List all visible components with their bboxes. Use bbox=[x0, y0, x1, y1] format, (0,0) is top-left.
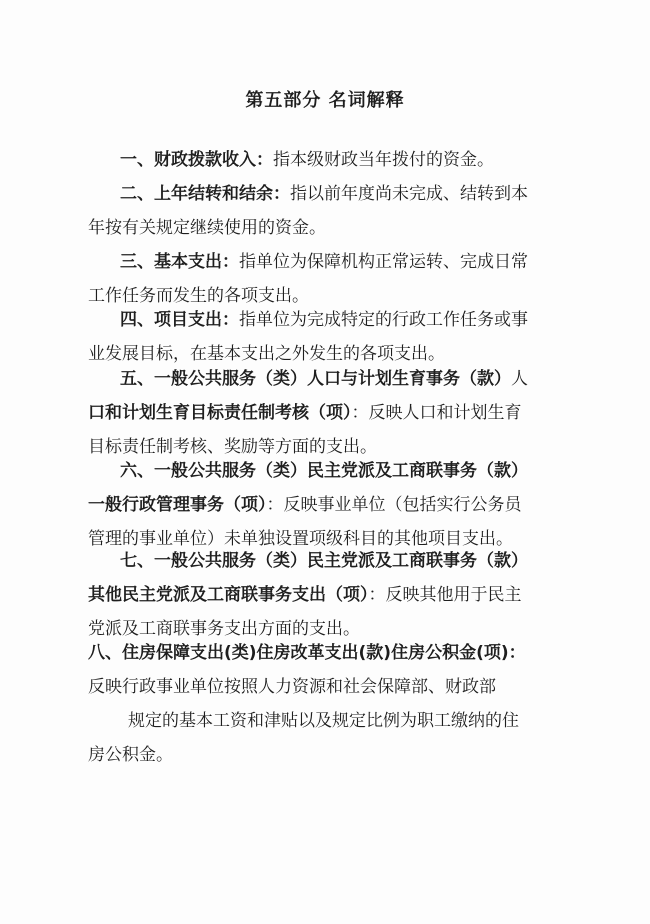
item-3-text-1: 指单位为保障机构正常运转、完成日常 bbox=[239, 252, 528, 272]
item-8-text-3: 房公积金。 bbox=[88, 745, 173, 765]
item-7-text-2: 党派及工商联事务支出方面的支出。 bbox=[88, 619, 360, 639]
item-5-text-1: ：反映人口和计划生育 bbox=[351, 403, 522, 423]
item-2-head: 二、上年结转和结余： bbox=[120, 184, 290, 204]
item-6-text-2: 管理的事业单位）未单独设置项级科目的其他项目支出。 bbox=[88, 529, 513, 549]
item-6-text-1: ：反映事业单位（包括实行公务员 bbox=[266, 495, 522, 515]
item-4 bbox=[88, 303, 568, 371]
item-8-head: 八、住房保障支出(类)住房改革支出(款)住房公积金(项)： bbox=[88, 643, 526, 663]
item-5 bbox=[88, 362, 568, 464]
item-3-text-2: 工作任务而发生的各项支出。 bbox=[88, 286, 309, 306]
item-5-head-tail: 人 bbox=[511, 369, 528, 389]
item-4-head: 四、项目支出： bbox=[120, 310, 239, 330]
item-2 bbox=[88, 177, 568, 245]
page-title: 第五部分 名词解释 bbox=[245, 90, 405, 111]
item-2-text-2: 年按有关规定继续使用的资金。 bbox=[88, 218, 326, 238]
item-1-head: 一、财政拨款收入： bbox=[120, 150, 273, 170]
item-6-head: 六、一般公共服务（类）民主党派及工商联事务（款） bbox=[120, 461, 528, 481]
item-1-text: 指本级财政当年拨付的资金。 bbox=[273, 150, 494, 170]
item-8-text-2: 规定的基本工资和津贴以及规定比例为职工缴纳的住 bbox=[128, 711, 519, 731]
item-1 bbox=[88, 143, 568, 177]
item-2-text-1: 指以前年度尚未完成、结转到本 bbox=[290, 184, 528, 204]
item-4-text-1: 指单位为完成特定的行政工作任务或事 bbox=[239, 310, 528, 330]
item-5-head-2: 口和计划生育目标责任制考核（项） bbox=[88, 403, 352, 423]
item-5-text-2: 目标责任制考核、奖励等方面的支出。 bbox=[88, 437, 377, 457]
item-8 bbox=[88, 636, 568, 772]
item-7 bbox=[88, 544, 568, 646]
item-5-head: 五、一般公共服务（类）人口与计划生育事务（款） bbox=[120, 369, 511, 389]
item-7-head: 七、一般公共服务（类）民主党派及工商联事务（款） bbox=[120, 551, 528, 571]
item-6 bbox=[88, 454, 568, 556]
item-4-text-2: 业发展目标，在基本支出之外发生的各项支出。 bbox=[88, 344, 445, 364]
item-7-text-1: ：反映其他用于民主 bbox=[368, 585, 522, 605]
item-6-head-2: 一般行政管理事务（项） bbox=[88, 495, 267, 515]
item-3-head: 三、基本支出： bbox=[120, 252, 239, 272]
item-8-text-1: 反映行政事业单位按照人力资源和社会保障部、财政部 bbox=[88, 677, 496, 697]
item-7-head-2: 其他民主党派及工商联事务支出（项） bbox=[88, 585, 369, 605]
